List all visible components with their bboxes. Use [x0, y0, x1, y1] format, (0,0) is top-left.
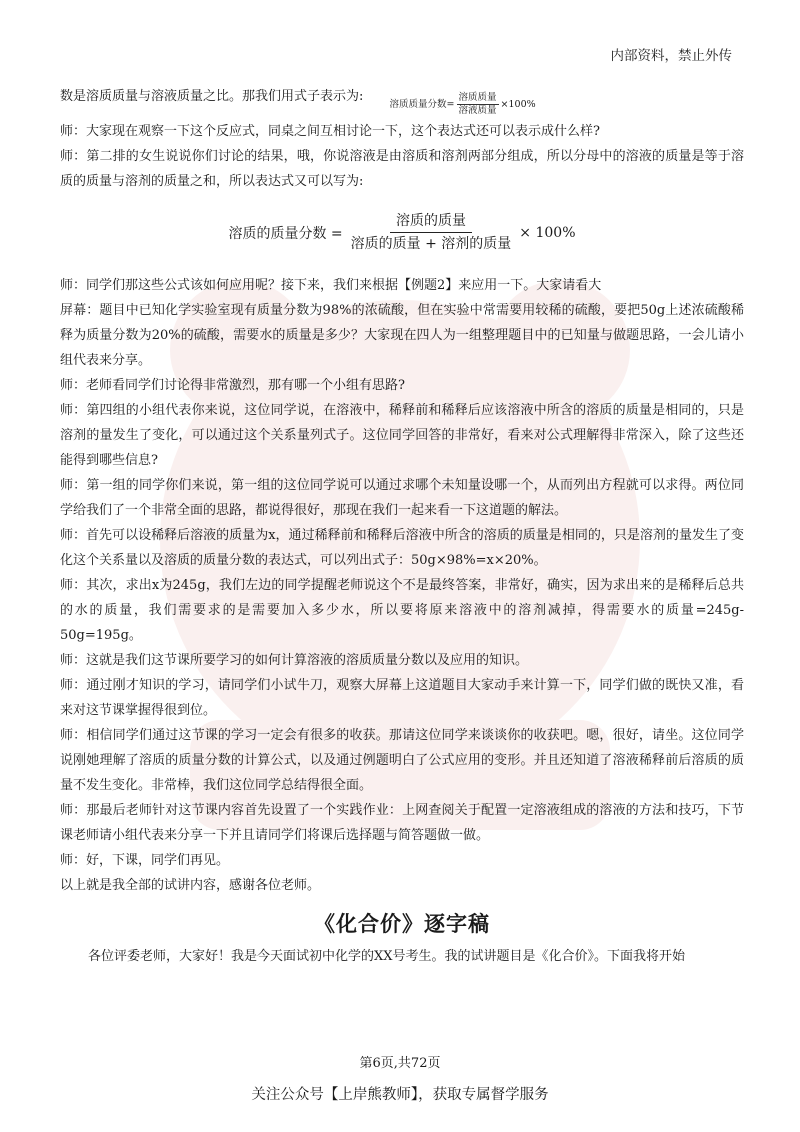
inline-fraction-denominator: 溶液质量: [458, 105, 497, 116]
paragraph: 师：第二排的女生说说你们讨论的结果，哦，你说溶液是由溶质和溶剂两部分组成，所以分母中的溶液的质量是等于溶质的质量与溶剂的质量之和，所以表达式又可以写为:: [60, 149, 744, 189]
mass-fraction-formula: [60, 210, 744, 255]
inline-formula-lhs: 溶质质量分数=: [389, 99, 455, 110]
paragraph: 以上就是我全部的试讲内容，感谢各位老师。: [60, 878, 321, 893]
section-opening: 各位评委老师，大家好！我是今天面试初中化学的XX号考生。我的试讲题目是《化合价》。下面我将开始: [88, 949, 686, 964]
paragraph: 师：老师看同学们讨论得非常激烈，那有哪一个小组有思路?: [60, 378, 405, 393]
inline-fraction: [457, 92, 499, 117]
page-number: 第6页,共72页: [359, 1056, 441, 1071]
paragraph: 师：好，下课，同学们再见。: [60, 853, 230, 868]
paragraph: 师：那最后老师针对这节课内容首先设置了一个实践作业：上网查阅关于配置一定溶液组成的溶液的方法和技巧，下节课老师请小组代表来分享一下并且请同学们将课后选择题与简答题做一做。: [60, 803, 744, 843]
paragraph: 师：其次，求出x为245g，我们左边的同学提醒老师说这个不是最终答案，非常好，确实，因为求出来的是稀释后总共的水的质量，我们需要求的是需要加入多少水，所以要将原来溶液中的溶剂减掉，得需要水的质量=245g-50g=195g。: [60, 578, 744, 643]
paragraph: 师：首先可以设稀释后溶液的质量为x，通过稀释前和稀释后溶液中所含的溶质的质量是相同的，只是溶剂的量发生了变化这个关系量以及溶质的质量分数的表达式，可以列出式子：50g×98%=x×20%。: [60, 528, 744, 568]
paragraph: 师：通过刚才知识的学习，请同学们小试牛刀，观察大屏幕上这道题目大家动手来计算一下，同学们做的既快又准，看来对这节课掌握得很到位。: [60, 678, 744, 718]
confidential-note: 内部资料，禁止外传: [610, 48, 732, 64]
paragraph: 师：相信同学们通过这节课的学习一定会有很多的收获。那请这位同学来谈谈你的收获吧。嗯，很好，请坐。这位同学说刚她理解了溶质的质量分数的计算公式，以及通过例题明白了公式应用的变形。并且还知道了溶液稀释前后溶质的质量不发生变化。非常棒，我们这位同学总结得很全面。: [60, 728, 744, 793]
paragraph: 屏幕：题目中已知化学实验室现有质量分数为98%的浓硫酸，但在实验中常需要用较稀的硫酸，要把50g上述浓硫酸稀释为质量分数为20%的硫酸，需要水的质量是多少？大家现在四人为一组整理题目中的已知量与做题思路，一会儿请小组代表来分享。: [60, 303, 744, 368]
big-fraction-numerator: 溶质的质量: [390, 210, 472, 233]
intro-line: [60, 84, 744, 116]
paragraph: 师：大家现在观察一下这个反应式，同桌之间互相讨论一下，这个表达式还可以表示成什么样?: [60, 124, 600, 139]
big-fraction-denominator: 溶质的质量 + 溶剂的质量: [350, 236, 512, 252]
big-formula-rhs: × 100%: [519, 224, 576, 241]
intro-text: 数是溶质质量与溶液质量之比。那我们用式子表示为:: [60, 89, 364, 104]
inline-fraction-numerator: 溶质质量: [458, 92, 497, 103]
document-body: [60, 84, 744, 969]
promo-footer: 关注公众号【上岸熊教师】，获取专属督学服务: [251, 1087, 549, 1103]
inline-formula-rhs: ×100%: [500, 99, 536, 110]
paragraph: 师：第一组的同学你们来说，第一组的这位同学说可以通过求哪个未知量设哪一个，从而列出方程就可以求得。两位同学给我们了一个非常全面的思路，都说得很好，那现在我们一起来看一下这道题的解法。: [60, 478, 744, 518]
inline-formula: [390, 92, 536, 117]
paragraph: 师：这就是我们这节课所要学习的如何计算溶液的溶质质量分数以及应用的知识。: [60, 653, 529, 668]
paragraph: 师：第四组的小组代表你来说，这位同学说，在溶液中，稀释前和稀释后应该溶液中所含的溶质的质量是相同的，只是溶剂的量发生了变化，可以通过这个关系量列式子。这位同学回答的非常好，看来对公式理解得非常深入，除了这些还能得到哪些信息?: [60, 403, 744, 468]
section-title: 《化合价》逐字稿: [314, 912, 490, 936]
big-fraction: [345, 210, 518, 255]
big-formula-lhs: 溶质的质量分数 =: [228, 225, 343, 242]
paragraph: 师：同学们那这些公式该如何应用呢？接下来，我们来根据【例题2】来应用一下。大家请看大: [60, 278, 602, 293]
